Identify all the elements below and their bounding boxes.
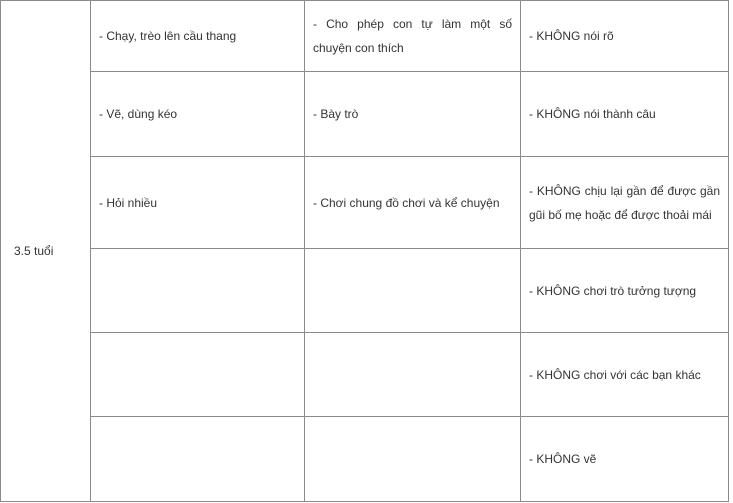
age-cell: 3.5 tuổi bbox=[1, 1, 91, 502]
warning-cell: - KHÔNG chơi trò tưởng tượng bbox=[521, 249, 729, 333]
activity-cell: - Cho phép con tự làm một số chuyện con thích bbox=[305, 1, 521, 72]
skill-cell bbox=[91, 333, 305, 417]
skill-cell bbox=[91, 249, 305, 333]
table-row bbox=[1, 1, 729, 72]
skill-cell: - Hỏi nhiều bbox=[91, 157, 305, 249]
activity-cell: - Chơi chung đồ chơi và kể chuyện bbox=[305, 157, 521, 249]
skill-cell: - Chạy, trèo lên cầu thang bbox=[91, 1, 305, 72]
activity-cell bbox=[305, 333, 521, 417]
activity-cell: - Bày trò bbox=[305, 72, 521, 157]
warning-cell: - KHÔNG nói thành câu bbox=[521, 72, 729, 157]
warning-cell: - KHÔNG nói rõ bbox=[521, 1, 729, 72]
warning-cell: - KHÔNG vẽ bbox=[521, 417, 729, 502]
table-row bbox=[1, 417, 729, 502]
warning-cell: - KHÔNG chơi với các bạn khác bbox=[521, 333, 729, 417]
warning-cell: - KHÔNG chịu lại gần để được gần gũi bố mẹ hoặc để được thoải mái bbox=[521, 157, 729, 249]
skill-cell bbox=[91, 417, 305, 502]
table-row bbox=[1, 72, 729, 157]
table-row bbox=[1, 249, 729, 333]
table-row bbox=[1, 333, 729, 417]
skill-cell: - Vẽ, dùng kéo bbox=[91, 72, 305, 157]
activity-cell bbox=[305, 417, 521, 502]
activity-cell bbox=[305, 249, 521, 333]
table-row bbox=[1, 157, 729, 249]
